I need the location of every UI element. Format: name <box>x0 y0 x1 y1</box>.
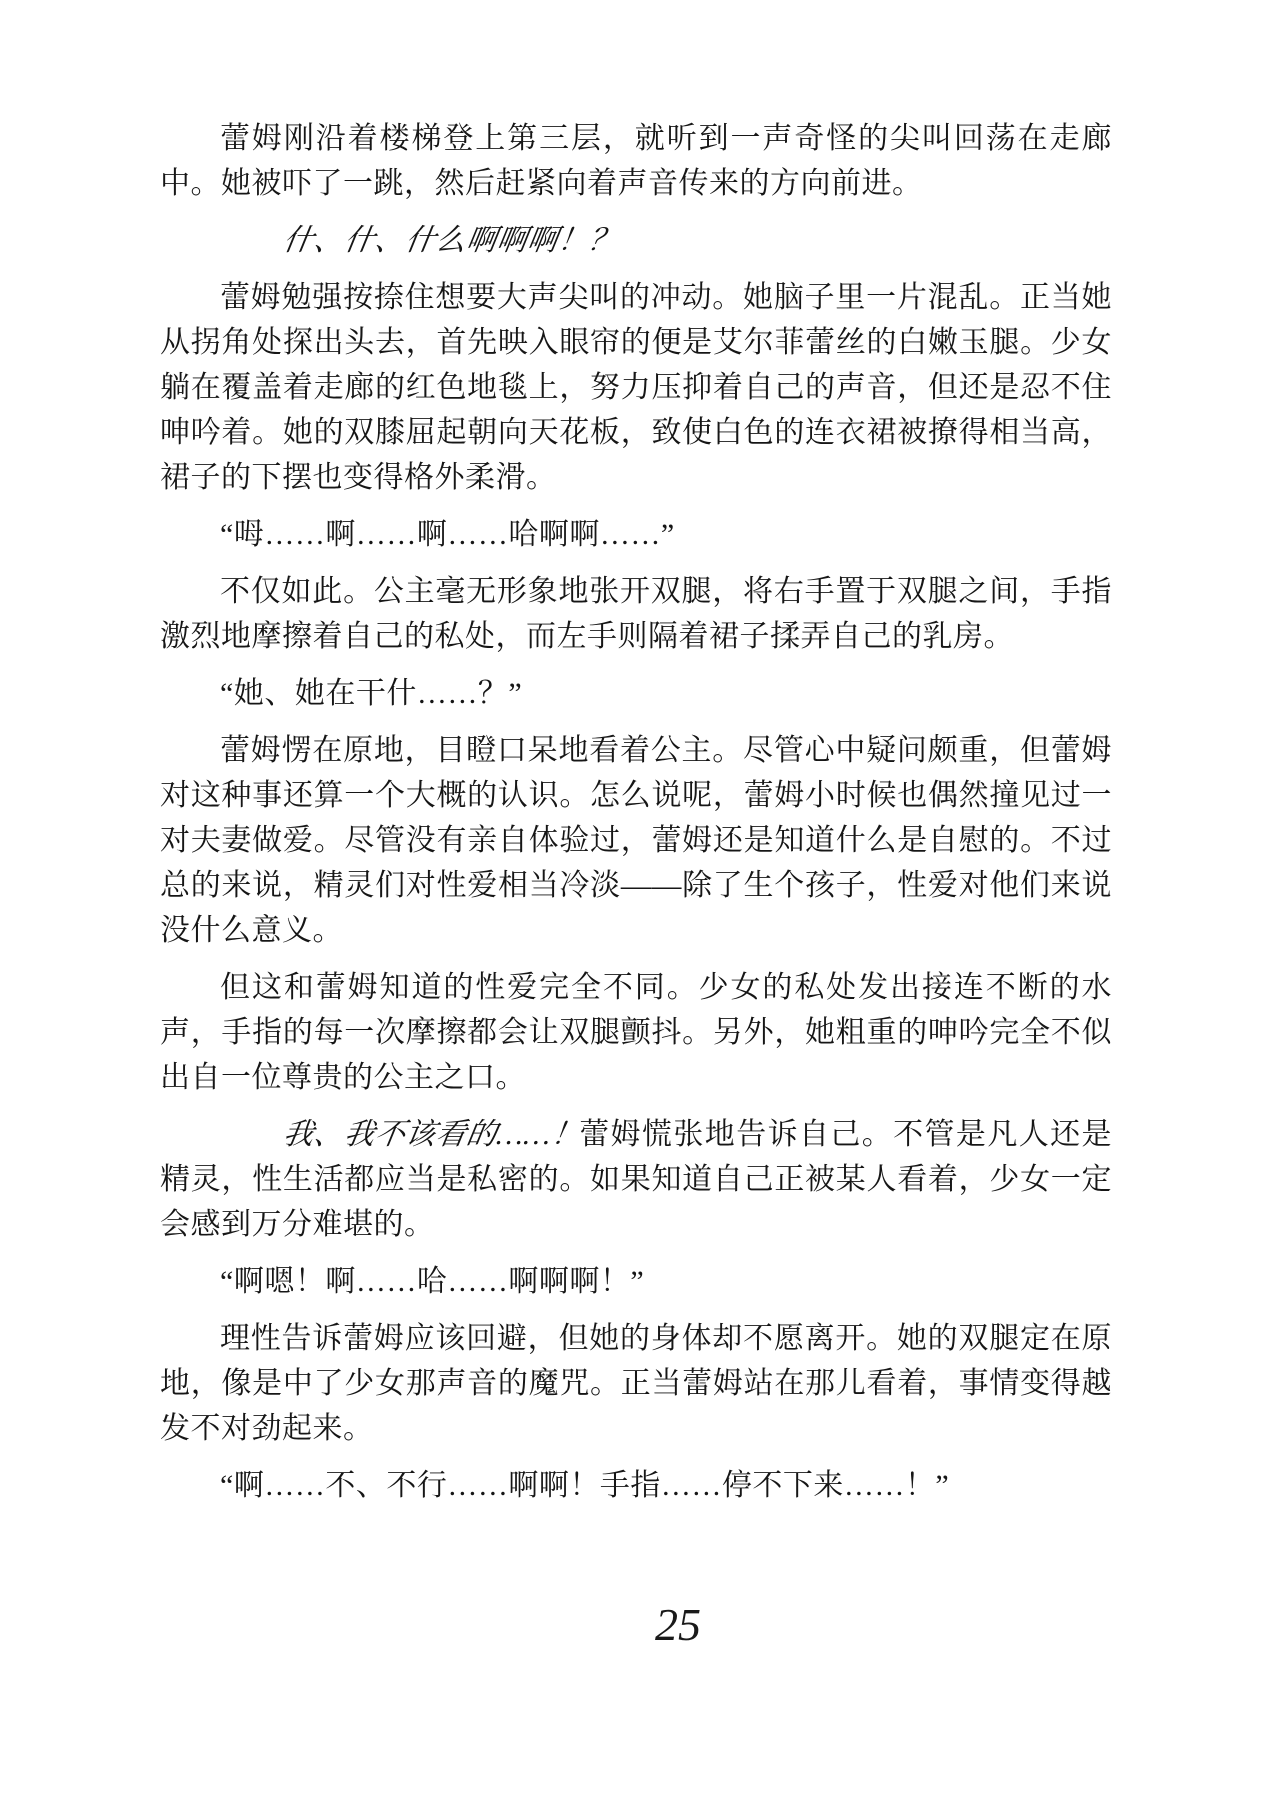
paragraph <box>160 965 1112 1100</box>
text-segment: 但这和蕾姆知道的性爱完全不同。少女的私处发出接连不断的水声，手指的每一次摩擦都会让双腿颤抖。另外，她粗重的呻吟完全不似出自一位尊贵的公主之口。 <box>160 971 1112 1094</box>
text-segment: 蕾姆愣在原地，目瞪口呆地看着公主。尽管心中疑问颇重，但蕾姆对这种事还算一个大概的认识。怎么说呢，蕾姆小时候也偶然撞见过一对夫妻做爱。尽管没有亲自体验过，蕾姆还是知道什么是自慰的。不过总的来说，精灵们对性爱相当冷淡——除了生个孩子，性爱对他们来说没什么意义。 <box>160 734 1112 947</box>
paragraph <box>160 569 1112 659</box>
paragraph <box>160 116 1112 206</box>
paragraph <box>160 512 1112 557</box>
text-segment: 蕾姆勉强按捺住想要大声尖叫的冲动。她脑子里一片混乱。正当她从拐角处探出头去，首先映入眼帘的便是艾尔菲蕾丝的白嫩玉腿。少女躺在覆盖着走廊的红色地毯上，努力压抑着自己的声音，但还是忍不住呻吟着。她的双膝屈起朝向天花板，致使白色的连衣裙被撩得相当高，裙子的下摆也变得格外柔滑。 <box>160 281 1112 494</box>
text-segment: 蕾姆刚沿着楼梯登上第三层，就听到一声奇怪的尖叫回荡在走廊中。她被吓了一跳，然后赶紧向着声音传来的方向前进。 <box>160 122 1112 200</box>
page-number: 25 <box>655 1599 701 1650</box>
paragraph <box>160 1259 1112 1304</box>
text-segment: 理性告诉蕾姆应该回避，但她的身体却不愿离开。她的双腿定在原地，像是中了少女那声音的魔咒。正当蕾姆站在那儿看着，事情变得越发不对劲起来。 <box>160 1322 1112 1445</box>
paragraph <box>160 1316 1112 1451</box>
text-segment: “呣……啊……啊……哈啊啊……” <box>220 518 675 551</box>
paragraph <box>160 275 1112 500</box>
italic-text-segment: 我、我不该看的……！ <box>280 1118 585 1151</box>
text-body <box>160 116 1112 1520</box>
text-segment: 蕾姆慌张地告诉自己。不管是凡人还是精灵，性生活都应当是私密的。如果知道自己正被某人看着，少女一定会感到万分难堪的。 <box>160 1118 1112 1241</box>
paragraph <box>160 218 1112 263</box>
paragraph <box>160 1463 1112 1508</box>
italic-text-segment: 什、什、什么啊啊啊！？ <box>280 224 622 257</box>
text-segment: 不仅如此。公主毫无形象地张开双腿，将右手置于双腿之间，手指激烈地摩擦着自己的私处，而左手则隔着裙子揉弄自己的乳房。 <box>160 575 1112 653</box>
paragraph <box>160 728 1112 953</box>
text-segment: “啊……不、不行……啊啊！手指……停不下来……！” <box>220 1469 950 1502</box>
text-segment: “啊嗯！啊……哈……啊啊啊！” <box>220 1265 645 1298</box>
paragraph <box>160 1112 1112 1247</box>
paragraph <box>160 671 1112 716</box>
text-segment: “她、她在干什……？” <box>220 677 523 710</box>
